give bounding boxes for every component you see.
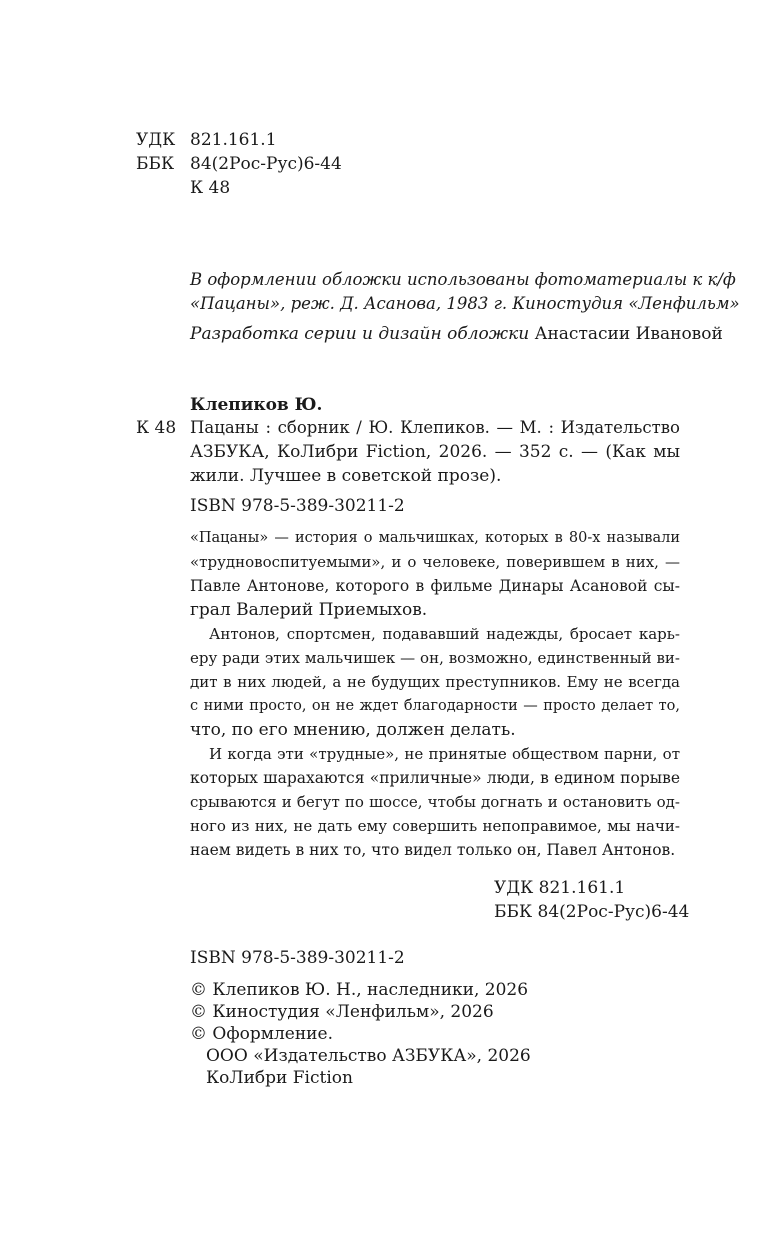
copyright-line: © Оформление.	[190, 1024, 333, 1044]
right-bbk: ББК 84(2Рос-Рус)6-44	[494, 902, 690, 922]
annotation-line: Павле Антонове, которого в фильме Динары Асановой сы-	[190, 577, 680, 595]
author-mark: К 48	[190, 178, 231, 198]
record-author: Клепиков Ю.	[190, 395, 323, 415]
udk-label: УДК	[136, 130, 176, 150]
right-udk: УДК 821.161.1	[494, 878, 626, 898]
annotation-line: срываются и бегут по шоссе, чтобы догнать и остановить од-	[190, 793, 680, 811]
record-title-line: жили. Лучшее в советской прозе).	[190, 466, 502, 486]
annotation-line: наем видеть в них то, что видел только он, Павел Антонов.	[190, 841, 676, 859]
annotation-line: Антонов, спортсмен, подававший надежды, бросает карь-	[209, 625, 680, 643]
design-credit-name: Анастасии Ивановой	[529, 324, 723, 344]
record-title-line: АЗБУКА, КоЛибри Fiction, 2026. — 352 с. — (Как мы	[190, 442, 680, 462]
record-isbn: ISBN 978-5-389-30211-2	[190, 496, 405, 516]
copyright-line: ООО «Издательство АЗБУКА», 2026	[206, 1046, 531, 1066]
bbk-label: ББК	[136, 154, 175, 174]
annotation-line: которых шарахаются «приличные» люди, в едином порыве	[190, 769, 680, 787]
cover-credit-line-2: «Пацаны», реж. Д. Асанова, 1983 г. Киностудия «Ленфильм»	[190, 294, 740, 313]
annotation-line: дит в них людей, а не будущих преступников. Ему не всегда	[190, 673, 680, 691]
footer-isbn: ISBN 978-5-389-30211-2	[190, 948, 405, 968]
record-title-line: Пацаны : сборник / Ю. Клепиков. — М. : Издательство	[190, 418, 680, 437]
design-credit	[190, 322, 723, 346]
record-mark: К 48	[136, 418, 177, 438]
copyright-line: © Киностудия «Ленфильм», 2026	[190, 1002, 494, 1022]
annotation-line: И когда эти «трудные», не принятые обществом парни, от	[209, 745, 680, 763]
annotation-line: ного из них, не дать ему совершить непоправимое, мы начи-	[190, 817, 680, 835]
annotation-line: что, по его мнению, должен делать.	[190, 720, 516, 740]
annotation-line: грал Валерий Приемыхов.	[190, 600, 428, 620]
copyright-line: © Клепиков Ю. Н., наследники, 2026	[190, 980, 529, 1000]
annotation-line: «трудновоспитуемыми», и о человеке, поверившем в них, —	[190, 553, 680, 571]
copyright-line: КоЛибри Fiction	[206, 1068, 353, 1088]
bbk-value: 84(2Рос-Рус)6-44	[190, 154, 342, 174]
annotation-line: еру ради этих мальчишек — он, возможно, единственный ви-	[190, 649, 680, 667]
design-credit-label: Разработка серии и дизайн обложки	[190, 324, 530, 344]
udk-value: 821.161.1	[190, 130, 277, 150]
annotation-line: с ними просто, он не ждет благодарности — просто делает то,	[190, 698, 680, 714]
annotation-line: «Пацаны» — история о мальчишках, которых в 80-х называли	[190, 530, 680, 546]
cover-credit-line-1: В оформлении обложки использованы фотоматериалы к к/ф	[190, 270, 736, 289]
